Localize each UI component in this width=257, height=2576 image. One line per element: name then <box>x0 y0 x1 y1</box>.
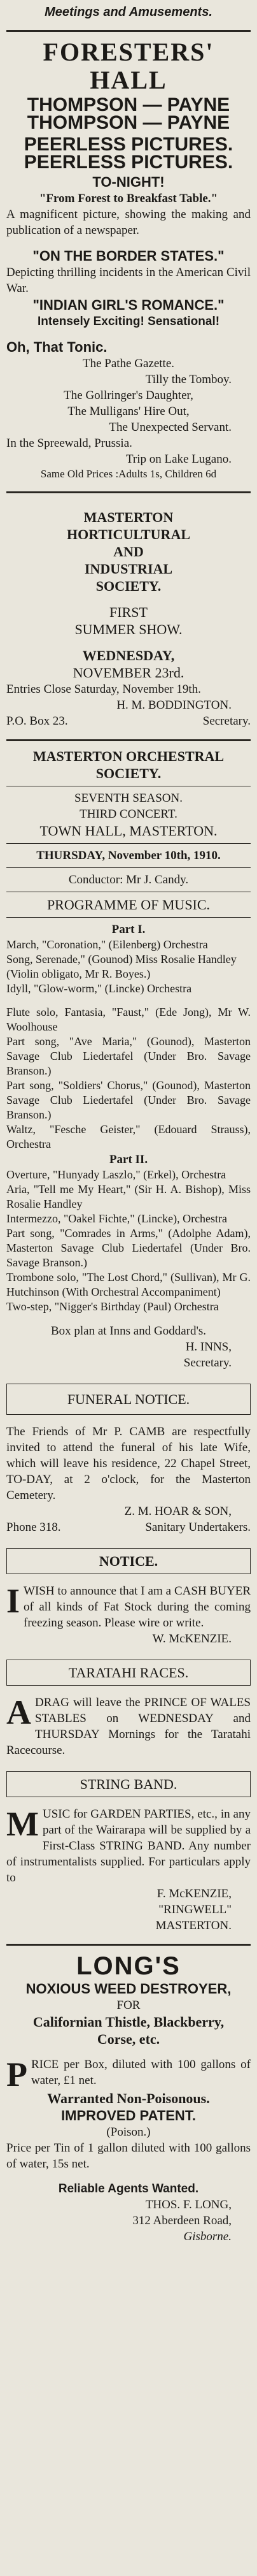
divider <box>6 30 251 32</box>
notice-heading-box <box>6 1548 251 1574</box>
programme-item: Waltz, "Fesche Geister," (Edouard Strauss), Orchestra <box>6 1123 251 1150</box>
drop-cap: M <box>6 1805 39 1843</box>
masthead: Meetings and Amusements. <box>45 5 212 19</box>
product-subtitle: NOXIOUS WEED DESTROYER, <box>25 1981 232 1997</box>
product-targets: Californian Thistle, Blackberry, <box>32 2014 225 2030</box>
price-text: RICE per Box, diluted with 100 gallons of water, £1 net. <box>31 2058 251 2087</box>
society-name: SOCIETY. <box>95 578 162 594</box>
headline: PEERLESS PICTURES. <box>24 152 233 173</box>
notice-heading: STRING BAND. <box>80 1776 177 1792</box>
drop-cap: P <box>6 2055 27 2094</box>
signature: F. McKENZIE, <box>156 1887 232 1900</box>
show-name: SUMMER SHOW. <box>74 621 183 637</box>
signature: Z. M. HOAR & SON, <box>124 1505 232 1518</box>
programme-item: Tilly the Tomboy. <box>145 373 232 386</box>
venue: TOWN HALL, MASTERTON. <box>39 823 218 839</box>
divider <box>6 843 251 844</box>
concert: THIRD CONCERT. <box>80 807 177 821</box>
divider <box>6 739 251 741</box>
performer-names: THOMPSON — PAYNE <box>27 94 230 115</box>
string-band-notice <box>6 1804 251 1940</box>
longs-weed-destroyer-ad <box>6 1950 251 2251</box>
role: Sanitary Undertakers. <box>145 1521 251 1534</box>
feature-description: A magnificent picture, showing the making and publication of a newspaper. <box>6 208 251 237</box>
drop-cap: A <box>6 1693 31 1732</box>
programme-item: March, "Coronation," (Eilenberg) Orchestra <box>6 938 208 951</box>
programme-item: Aria, "Tell me My Heart," (Sir H. A. Bishop), Miss Rosalie Handley <box>6 1183 251 1210</box>
programme-item: Trip on Lake Lugano. <box>125 452 232 466</box>
part1-list <box>6 937 251 1152</box>
product-targets: Corse, etc. <box>97 2031 160 2047</box>
society-name: AND <box>113 544 144 560</box>
ad-title: FORESTERS' HALL <box>43 38 214 94</box>
notice-body: USIC for GARDEN PARTIES, etc., in any part of the Wairarapa will be supplied by a First-Class STRING BAND. Any number of instrumentalists supplied. For particulars apply to <box>6 1807 251 1885</box>
divider <box>6 867 251 868</box>
funeral-notice-body <box>6 1421 251 1542</box>
notice-body: WISH to announce that I am a CASH BUYER of all kinds of Fat Stock during the coming freezing season. Please wire or write. <box>24 1584 251 1630</box>
programme-item: In the Spreewald, Prussia. <box>6 437 132 450</box>
headline: PEERLESS PICTURES. <box>24 134 233 155</box>
conductor: Conductor: Mr J. Candy. <box>68 873 189 886</box>
funeral-notice <box>6 1384 251 1415</box>
programme-item: Intermezzo, "Oakel Fichte," (Lincke), Orchestra <box>6 1212 228 1225</box>
phone: Phone 318. <box>6 1521 61 1534</box>
notice-body: The Friends of Mr P. CAMB are respectfully invited to attend the funeral of his late Wife, which will leave his residence, 22 Chapel Street, TO-DAY, at 2 o'clock, for the Masterton Cemetery. <box>6 1425 251 1502</box>
programme-item: The Gollringer's Daughter, <box>64 389 193 402</box>
signature: "RINGWELL" <box>158 1903 232 1916</box>
improved-heading: IMPROVED PATENT. <box>61 2108 196 2124</box>
part2-list <box>6 1168 251 1314</box>
programme-item: Two-step, "Nigger's Birthday (Paul) Orchestra <box>6 1300 219 1313</box>
role: Secretary. <box>183 1356 232 1370</box>
programme-item: The Mulligans' Hire Out, <box>67 405 190 418</box>
cash-buyer-notice <box>6 1581 251 1653</box>
string-band-heading-box <box>6 1771 251 1797</box>
improved-price: Price per Tin of 1 gallon diluted with 100 gallons of water, 15s net. <box>6 2141 251 2171</box>
society-name: INDUSTRIAL <box>84 561 173 577</box>
signature: H. M. BODDINGTON. <box>116 698 232 712</box>
programme-item: Trombone solo, "The Lost Chord," (Sullivan), Mr G. Hutchinson (With Orchestral Accompaniment) <box>6 1271 251 1298</box>
warranted: Warranted Non-Poisonous. <box>47 2090 210 2106</box>
box-plan: Box plan at Inns and Goddard's. <box>50 1324 207 1338</box>
foresters-hall-ad <box>6 36 251 488</box>
show-date: NOVEMBER 23rd. <box>73 665 184 681</box>
notice-heading: NOTICE. <box>99 1553 158 1569</box>
signature: W. McKENZIE. <box>152 1632 232 1646</box>
part-heading: Part II. <box>109 1153 148 1166</box>
horticultural-society-ad <box>6 497 251 735</box>
drop-cap: I <box>6 1582 20 1620</box>
address-row <box>6 713 251 729</box>
agents-wanted: Reliable Agents Wanted. <box>58 2182 199 2196</box>
programme-item: Flute solo, Fantasia, "Faust," (Ede Jong), Mr W. Woolhouse <box>6 1006 251 1033</box>
divider <box>6 917 251 918</box>
agent-name: THOS. F. LONG, <box>145 2198 232 2211</box>
society-name: HORTICULTURAL <box>66 526 190 542</box>
notice-body: DRAG will leave the PRINCE OF WALES STABLES on WEDNESDAY and THURSDAY Mornings for the Taratahi Racecourse. <box>6 1696 251 1757</box>
programme-item: Part song, "Soldiers' Chorus," (Gounod), Masterton Savage Club Liedertafel (Under Bro. Savage Branson.) <box>6 1079 251 1121</box>
contact-row <box>6 1519 251 1535</box>
agent-address: 312 Aberdeen Road, <box>132 2214 232 2227</box>
entries-close: Entries Close Saturday, November 19th. <box>6 683 201 696</box>
feature-description: Depicting thrilling incidents in the American Civil War. <box>6 266 251 295</box>
programme-item: (Violin obligato, Mr R. Boyes.) <box>6 967 151 980</box>
programme-item: Part song, "Ave Maria," (Gounod), Masterton Savage Club Liedertafel (Under Bro. Savage Branson.) <box>6 1035 251 1077</box>
show-name: FIRST <box>109 604 148 620</box>
programme-item: The Pathe Gazette. <box>82 357 174 370</box>
programme-item: Oh, That Tonic. <box>6 339 108 355</box>
programme-item: The Unexpected Servant. <box>109 421 232 434</box>
agent-city: Gisborne. <box>183 2230 232 2243</box>
divider <box>6 491 251 493</box>
notice-heading: FUNERAL NOTICE. <box>67 1391 190 1407</box>
signature: MASTERTON. <box>155 1919 232 1932</box>
role: Secretary. <box>202 714 251 728</box>
concert-date: THURSDAY, November 10th, 1910. <box>36 849 221 862</box>
programme-item: Part song, "Comrades in Arms," (Adolphe Adam), Masterton Savage Club Liedertafel (Under Bro. Savage Branson.) <box>6 1227 251 1269</box>
show-date: WEDNESDAY, <box>82 648 175 663</box>
programme-item: Idyll, "Glow-worm," (Lincke) Orchestra <box>6 982 192 995</box>
society-name: MASTERTON <box>83 509 174 525</box>
po-box: P.O. Box 23. <box>6 714 68 728</box>
performer-names: THOMPSON — PAYNE <box>27 112 230 133</box>
feature-tagline: Intensely Exciting! Sensational! <box>37 315 220 328</box>
part-heading: Part I. <box>111 923 146 936</box>
tonight-label: TO-NIGHT! <box>92 174 165 190</box>
signature: H. INNS, <box>185 1340 232 1354</box>
admission-prices: Same Old Prices :Adults 1s, Children 6d <box>40 468 217 480</box>
taratahi-heading-box <box>6 1660 251 1686</box>
programme-item: Overture, "Hunyady Laszlo," (Erkel), Orchestra <box>6 1168 226 1181</box>
programme-heading: PROGRAMME OF MUSIC. <box>46 897 211 913</box>
feature-title: "ON THE BORDER STATES." <box>32 248 225 264</box>
product-name: LONG'S <box>76 1952 181 1980</box>
product-for: FOR <box>116 1999 141 2012</box>
feature-title: "INDIAN GIRL'S ROMANCE." <box>32 297 225 313</box>
society-name: SOCIETY. <box>95 765 162 781</box>
feature-title: "From Forest to Breakfast Table." <box>39 192 218 205</box>
taratahi-races-notice <box>6 1692 251 1765</box>
notice-heading: TARATAHI RACES. <box>68 1665 189 1681</box>
season: SEVENTH SEASON. <box>74 792 183 805</box>
society-name: MASTERTON ORCHESTRAL <box>32 748 225 764</box>
orchestral-society-ad <box>6 745 251 1377</box>
programme-item: Song, Serenade," (Gounod) Miss Rosalie Handley <box>6 953 237 966</box>
divider <box>6 1944 251 1946</box>
poison-label: (Poison.) <box>106 2125 151 2139</box>
